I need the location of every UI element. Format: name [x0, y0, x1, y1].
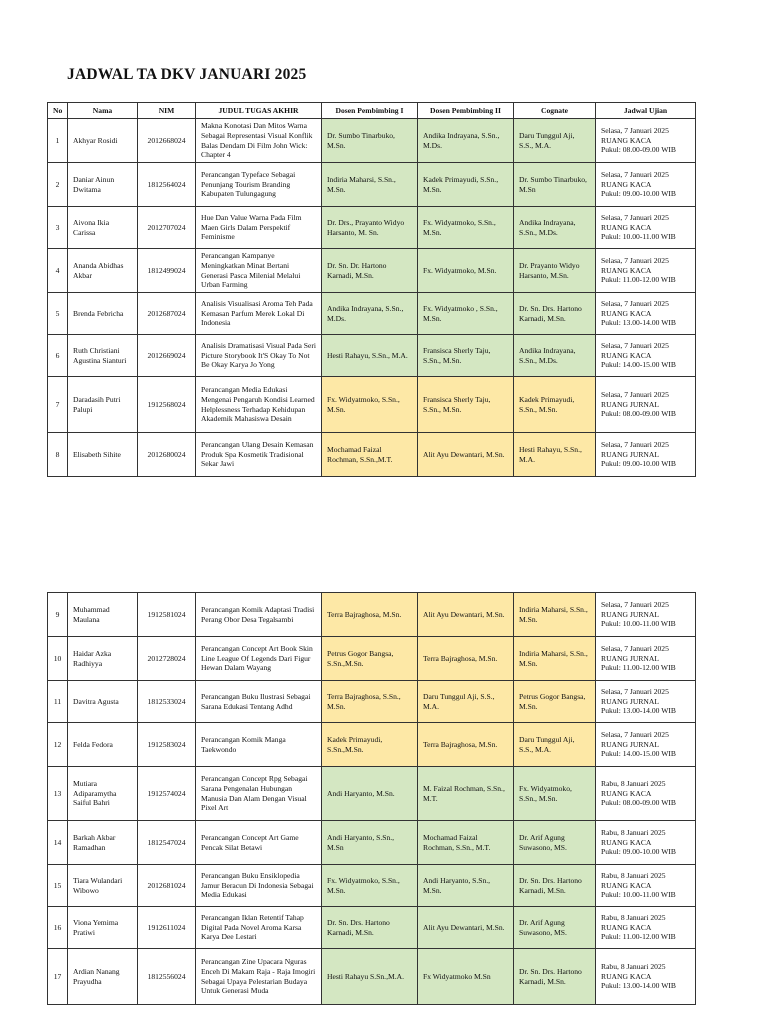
cognate: Dr. Sn. Drs. Hartono Karnadi, M.Sn.	[514, 949, 596, 1005]
row-number: 16	[48, 907, 68, 949]
cognate: Andika Indrayana, S.Sn., M.Ds.	[514, 335, 596, 377]
exam-schedule	[596, 681, 696, 723]
table-row	[48, 723, 696, 767]
exam-schedule	[596, 949, 696, 1005]
student-nim: 1812556024	[138, 949, 196, 1005]
exam-schedule	[596, 767, 696, 821]
table-row	[48, 767, 696, 821]
exam-schedule	[596, 207, 696, 249]
row-number: 15	[48, 865, 68, 907]
supervisor-2: Alit Ayu Dewantari, M.Sn.	[418, 907, 514, 949]
exam-date: Selasa, 7 Januari 2025	[601, 439, 669, 449]
exam-date: Selasa, 7 Januari 2025	[601, 298, 669, 308]
exam-room: RUANG KACA	[601, 971, 652, 981]
exam-time: Pukul: 08.00-09.00 WIB	[601, 409, 676, 419]
exam-room: RUANG KACA	[601, 880, 652, 890]
supervisor-1: Mochamad Faizal Rochman, S.Sn.,M.T.	[322, 433, 418, 477]
supervisor-2: Alit Ayu Dewantari, M.Sn.	[418, 593, 514, 637]
student-name: Ardian Nanang Prayudha	[68, 949, 138, 1005]
exam-room: RUANG KACA	[601, 922, 652, 932]
student-nim: 1912583024	[138, 723, 196, 767]
exam-time: Pukul: 13.00-14.00 WIB	[601, 318, 676, 328]
cognate: Petrus Gogor Bangsa, M.Sn.	[514, 681, 596, 723]
supervisor-2: Fx Widyatmoko M.Sn	[418, 949, 514, 1005]
student-name: Haidar Azka Radhiyya	[68, 637, 138, 681]
student-name: Barkah Akbar Ramadhan	[68, 821, 138, 865]
student-nim: 1912568024	[138, 377, 196, 433]
exam-room: RUANG KACA	[601, 788, 652, 798]
exam-schedule	[596, 163, 696, 207]
exam-room: RUANG JURNAL	[601, 399, 660, 409]
table-row	[48, 163, 696, 207]
cognate: Dr. Sn. Drs. Hartono Karnadi, M.Sn.	[514, 293, 596, 335]
cognate: Dr. Sumbo Tinarbuko, M.Sn	[514, 163, 596, 207]
table-row	[48, 681, 696, 723]
student-name: Ananda Abidhas Akbar	[68, 249, 138, 293]
student-name: Aivona Ikia Carissa	[68, 207, 138, 249]
exam-time: Pukul: 10.00-11.00 WIB	[601, 232, 676, 242]
cognate: Dr. Arif Agung Suwasono, MS.	[514, 821, 596, 865]
schedule-table-bottom	[47, 592, 696, 1005]
supervisor-2: Daru Tunggul Aji, S.S., M.A.	[418, 681, 514, 723]
student-name: Felda Fedora	[68, 723, 138, 767]
supervisor-2: Andika Indrayana, S.Sn., M.Ds.	[418, 119, 514, 163]
student-nim: 2012669024	[138, 335, 196, 377]
thesis-title: Perancangan Media Edukasi Mengenai Pengaruh Kondisi Learned Helplessness Terhadap Kehidupan Akademik Mahasiswa Desain	[196, 377, 322, 433]
table-row	[48, 119, 696, 163]
exam-date: Rabu, 8 Januari 2025	[601, 912, 666, 922]
exam-schedule	[596, 907, 696, 949]
student-nim: 1912574024	[138, 767, 196, 821]
exam-time: Pukul: 11.00-12.00 WIB	[601, 663, 676, 673]
student-nim: 1812499024	[138, 249, 196, 293]
student-name: Brenda Febricha	[68, 293, 138, 335]
thesis-title: Perancangan Komik Adaptasi Tradisi Perang Obor Desa Tegalsambi	[196, 593, 322, 637]
supervisor-2: Kadek Primayudi, S.Sn., M.Sn.	[418, 163, 514, 207]
row-number: 8	[48, 433, 68, 477]
exam-schedule	[596, 377, 696, 433]
exam-schedule	[596, 249, 696, 293]
cognate: Indiria Maharsi, S.Sn., M.Sn.	[514, 637, 596, 681]
student-nim: 1812533024	[138, 681, 196, 723]
supervisor-2: Andi Haryanto, S.Sn., M.Sn.	[418, 865, 514, 907]
row-number: 12	[48, 723, 68, 767]
header-nama: Nama	[68, 103, 138, 119]
supervisor-1: Dr. Drs., Prayanto Widyo Harsanto, M. Sn.	[322, 207, 418, 249]
thesis-title: Perancangan Concept Art Game Pencak Silat Betawi	[196, 821, 322, 865]
row-number: 10	[48, 637, 68, 681]
exam-schedule	[596, 119, 696, 163]
row-number: 4	[48, 249, 68, 293]
student-name: Mutiara Adiparamytha Saiful Bahri	[68, 767, 138, 821]
row-number: 7	[48, 377, 68, 433]
header-jadwal: Jadwal Ujian	[596, 103, 696, 119]
header-no: No	[48, 103, 68, 119]
exam-date: Selasa, 7 Januari 2025	[601, 599, 669, 609]
exam-date: Rabu, 8 Januari 2025	[601, 870, 666, 880]
exam-room: RUANG JURNAL	[601, 449, 660, 459]
student-name: Davitra Agusta	[68, 681, 138, 723]
exam-time: Pukul: 10.00-11.00 WIB	[601, 890, 676, 900]
exam-date: Selasa, 7 Januari 2025	[601, 686, 669, 696]
exam-time: Pukul: 13.00-14.00 WIB	[601, 706, 676, 716]
thesis-title: Perancangan Buku Ensiklopedia Jamur Beracun Di Indonesia Sebagai Media Edukasi	[196, 865, 322, 907]
table-row	[48, 207, 696, 249]
exam-date: Selasa, 7 Januari 2025	[601, 169, 669, 179]
supervisor-1: Fx. Widyatmoko, S.Sn., M.Sn.	[322, 865, 418, 907]
student-nim: 2012707024	[138, 207, 196, 249]
thesis-title: Perancangan Zine Upacara Nguras Enceh Di Makam Raja - Raja Imogiri Sebagai Upaya Pelestarian Budaya Untuk Generasi Muda	[196, 949, 322, 1005]
supervisor-1: Hesti Rahayu, S.Sn., M.A.	[322, 335, 418, 377]
thesis-title: Perancangan Concept Rpg Sebagai Sarana Pengenalan Hubungan Manusia Dan Alam Dengan Visual Pixel Art	[196, 767, 322, 821]
exam-time: Pukul: 14.00-15.00 WIB	[601, 360, 676, 370]
page-title: JADWAL TA DKV JANUARI 2025	[67, 66, 307, 83]
supervisor-2: M. Faizal Rochman, S.Sn., M.T.	[418, 767, 514, 821]
supervisor-1: Petrus Gogor Bangsa, S.Sn.,M.Sn.	[322, 637, 418, 681]
table-row	[48, 637, 696, 681]
table-row	[48, 821, 696, 865]
student-nim: 2012668024	[138, 119, 196, 163]
exam-room: RUANG KACA	[601, 179, 652, 189]
thesis-title: Analisis Visualisasi Aroma Teh Pada Kemasan Parfum Merek Lokal Di Indonesia	[196, 293, 322, 335]
exam-schedule	[596, 293, 696, 335]
cognate: Daru Tunggul Aji, S.S., M.A.	[514, 119, 596, 163]
exam-time: Pukul: 08.00-09.00 WIB	[601, 145, 676, 155]
exam-room: RUANG JURNAL	[601, 739, 660, 749]
supervisor-2: Terra Bajraghosa, M.Sn.	[418, 723, 514, 767]
exam-schedule	[596, 821, 696, 865]
table-row	[48, 293, 696, 335]
row-number: 11	[48, 681, 68, 723]
cognate: Hesti Rahayu, S.Sn., M.A.	[514, 433, 596, 477]
exam-date: Selasa, 7 Januari 2025	[601, 340, 669, 350]
exam-room: RUANG KACA	[601, 308, 652, 318]
supervisor-1: Terra Bajraghosa, S.Sn., M.Sn.	[322, 681, 418, 723]
supervisor-2: Fx. Widyatmoko, S.Sn., M.Sn.	[418, 207, 514, 249]
supervisor-2: Fx. Widyatmoko , S.Sn., M.Sn.	[418, 293, 514, 335]
exam-room: RUANG KACA	[601, 837, 652, 847]
thesis-title: Perancangan Ulang Desain Kemasan Produk Spa Kosmetik Tradisional Sekar Jawi	[196, 433, 322, 477]
student-nim: 1912581024	[138, 593, 196, 637]
supervisor-1: Indiria Maharsi, S.Sn., M.Sn.	[322, 163, 418, 207]
exam-schedule	[596, 433, 696, 477]
student-name: Elisabeth Sihite	[68, 433, 138, 477]
exam-schedule	[596, 637, 696, 681]
schedule-table-top	[47, 102, 696, 477]
student-name: Daradasih Putri Palupi	[68, 377, 138, 433]
cognate: Kadek Primayudi, S.Sn., M.Sn.	[514, 377, 596, 433]
thesis-title: Perancangan Typeface Sebagai Penunjang Tourism Branding Kabupaten Tulungagung	[196, 163, 322, 207]
supervisor-2: Alit Ayu Dewantari, M.Sn.	[418, 433, 514, 477]
row-number: 17	[48, 949, 68, 1005]
supervisor-2: Fransisca Sherly Taju, S.Sn., M.Sn.	[418, 377, 514, 433]
supervisor-1: Dr. Sumbo Tinarbuko, M.Sn.	[322, 119, 418, 163]
student-name: Akhyar Rosidi	[68, 119, 138, 163]
table-row	[48, 433, 696, 477]
exam-room: RUANG JURNAL	[601, 696, 660, 706]
exam-room: RUANG KACA	[601, 135, 652, 145]
student-nim: 1812547024	[138, 821, 196, 865]
student-nim: 1912611024	[138, 907, 196, 949]
table-row	[48, 865, 696, 907]
header-dosen2: Dosen Pembimbing II	[418, 103, 514, 119]
exam-date: Rabu, 8 Januari 2025	[601, 827, 666, 837]
exam-time: Pukul: 11.00-12.00 WIB	[601, 275, 676, 285]
thesis-title: Perancangan Buku Ilustrasi Sebagai Sarana Edukasi Tentang Adhd	[196, 681, 322, 723]
row-number: 14	[48, 821, 68, 865]
header-nim: NIM	[138, 103, 196, 119]
exam-time: Pukul: 10.00-11.00 WIB	[601, 619, 676, 629]
student-nim: 2012728024	[138, 637, 196, 681]
student-name: Viona Yemima Pratiwi	[68, 907, 138, 949]
row-number: 1	[48, 119, 68, 163]
student-name: Tiara Wulandari Wibowo	[68, 865, 138, 907]
exam-room: RUANG KACA	[601, 350, 652, 360]
supervisor-1: Dr. Sn. Dr. Hartono Karnadi, M.Sn.	[322, 249, 418, 293]
exam-time: Pukul: 13.00-14.00 WIB	[601, 981, 676, 991]
supervisor-2: Fransisca Sherly Taju, S.Sn., M.Sn.	[418, 335, 514, 377]
cognate: Andika Indrayana, S.Sn., M.Ds.	[514, 207, 596, 249]
thesis-title: Perancangan Iklan Retentif Tahap Digital Pada Novel Aroma Karsa Karya Dee Lestari	[196, 907, 322, 949]
exam-time: Pukul: 14.00-15.00 WIB	[601, 749, 676, 759]
supervisor-2: Mochamad Faizal Rochman, S.Sn., M.T.	[418, 821, 514, 865]
exam-time: Pukul: 11.00-12.00 WIB	[601, 932, 676, 942]
supervisor-1: Hesti Rahayu S.Sn.,M.A.	[322, 949, 418, 1005]
thesis-title: Makna Konotasi Dan Mitos Warna Sebagai Representasi Visual Konflik Balas Dendam Di Film John Wick: Chapter 4	[196, 119, 322, 163]
cognate: Daru Tunggul Aji, S.S., M.A.	[514, 723, 596, 767]
exam-date: Selasa, 7 Januari 2025	[601, 389, 669, 399]
exam-date: Selasa, 7 Januari 2025	[601, 729, 669, 739]
supervisor-1: Andika Indrayana, S.Sn., M.Ds.	[322, 293, 418, 335]
supervisor-1: Dr. Sn. Drs. Hartono Karnadi, M.Sn.	[322, 907, 418, 949]
exam-date: Rabu, 8 Januari 2025	[601, 778, 666, 788]
row-number: 5	[48, 293, 68, 335]
thesis-title: Perancangan Concept Art Book Skin Line League Of Legends Dari Figur Hewan Dalam Wayang	[196, 637, 322, 681]
supervisor-1: Fx. Widyatmoko, S.Sn., M.Sn.	[322, 377, 418, 433]
table-header-row	[48, 103, 696, 119]
exam-schedule	[596, 865, 696, 907]
table-row	[48, 949, 696, 1005]
table-row	[48, 593, 696, 637]
row-number: 6	[48, 335, 68, 377]
supervisor-1: Andi Haryanto, S.Sn., M.Sn	[322, 821, 418, 865]
student-name: Daniar Ainun Dwitama	[68, 163, 138, 207]
student-nim: 2012687024	[138, 293, 196, 335]
exam-date: Selasa, 7 Januari 2025	[601, 125, 669, 135]
supervisor-2: Fx. Widyatmoko, M.Sn.	[418, 249, 514, 293]
exam-time: Pukul: 08.00-09.00 WIB	[601, 798, 676, 808]
exam-date: Selasa, 7 Januari 2025	[601, 643, 669, 653]
cognate: Dr. Sn. Drs. Hartono Karnadi, M.Sn.	[514, 865, 596, 907]
supervisor-1: Kadek Primayudi, S.Sn.,M.Sn.	[322, 723, 418, 767]
thesis-title: Analisis Dramatisasi Visual Pada Seri Picture Storybook It'S Okay To Not Be Okay Karya Jo Yong	[196, 335, 322, 377]
header-dosen1: Dosen Pembimbing I	[322, 103, 418, 119]
cognate: Fx. Widyatmoko, S.Sn., M.Sn.	[514, 767, 596, 821]
row-number: 3	[48, 207, 68, 249]
table-row	[48, 907, 696, 949]
supervisor-2: Terra Bajraghosa, M.Sn.	[418, 637, 514, 681]
exam-time: Pukul: 09.00-10.00 WIB	[601, 189, 676, 199]
supervisor-1: Terra Bajraghosa, M.Sn.	[322, 593, 418, 637]
exam-room: RUANG KACA	[601, 222, 652, 232]
exam-room: RUANG KACA	[601, 265, 652, 275]
supervisor-1: Andi Haryanto, M.Sn.	[322, 767, 418, 821]
table-row	[48, 335, 696, 377]
exam-room: RUANG JURNAL	[601, 653, 660, 663]
cognate: Dr. Arif Agung Suwasono, MS.	[514, 907, 596, 949]
exam-room: RUANG JURNAL	[601, 609, 660, 619]
row-number: 2	[48, 163, 68, 207]
student-name: Ruth Christiani Agustina Sianturi	[68, 335, 138, 377]
row-number: 9	[48, 593, 68, 637]
cognate: Indiria Maharsi, S.Sn., M.Sn.	[514, 593, 596, 637]
thesis-title: Perancangan Komik Manga Taekwondo	[196, 723, 322, 767]
exam-date: Selasa, 7 Januari 2025	[601, 212, 669, 222]
thesis-title: Hue Dan Value Warna Pada Film Maen Girls Dalam Perspektif Feminisme	[196, 207, 322, 249]
student-nim: 1812564024	[138, 163, 196, 207]
exam-schedule	[596, 593, 696, 637]
exam-schedule	[596, 335, 696, 377]
table-row	[48, 249, 696, 293]
student-name: Muhammad Maulana	[68, 593, 138, 637]
exam-date: Rabu, 8 Januari 2025	[601, 961, 666, 971]
table-row	[48, 377, 696, 433]
exam-time: Pukul: 09.00-10.00 WIB	[601, 847, 676, 857]
exam-schedule	[596, 723, 696, 767]
cognate: Dr. Prayanto Widyo Harsanto, M.Sn.	[514, 249, 596, 293]
thesis-title: Perancangan Kampanye Meningkatkan Minat Bertani Generasi Pasca Milenial Melalui Urban Farming	[196, 249, 322, 293]
header-cognate: Cognate	[514, 103, 596, 119]
exam-date: Selasa, 7 Januari 2025	[601, 255, 669, 265]
exam-time: Pukul: 09.00-10.00 WIB	[601, 459, 676, 469]
student-nim: 2012680024	[138, 433, 196, 477]
row-number: 13	[48, 767, 68, 821]
header-judul: JUDUL TUGAS AKHIR	[196, 103, 322, 119]
student-nim: 2012681024	[138, 865, 196, 907]
